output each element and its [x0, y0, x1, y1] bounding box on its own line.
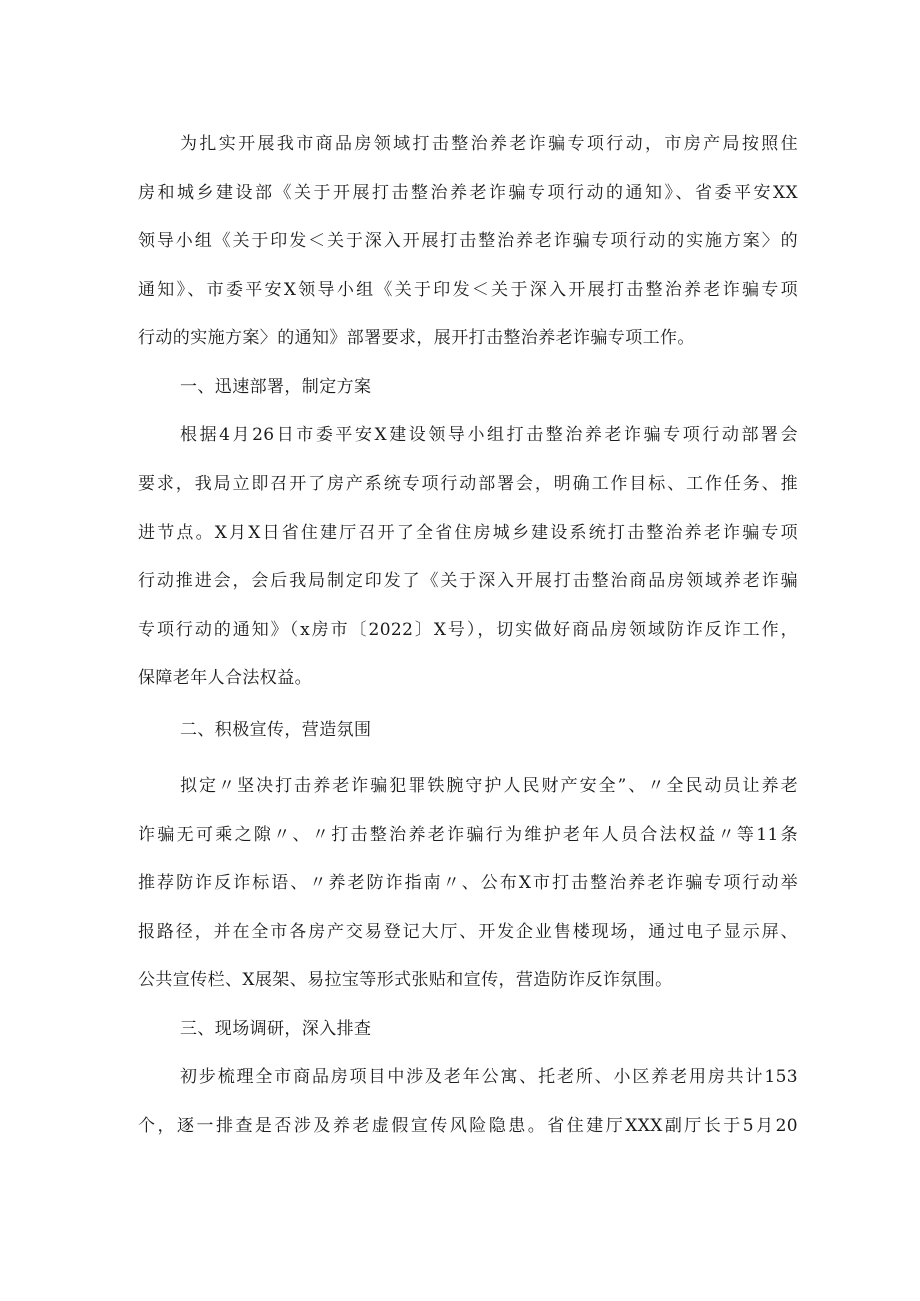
paragraph-1-line-2: 房和城乡建设部《关于开展打击整治养老诈骗专项行动的通知》、省委平安XX: [138, 183, 798, 203]
paragraph-3-line-5: 公共宣传栏、X展架、易拉宝等形式张贴和宣传，营造防诈反诈氛围。: [138, 970, 673, 990]
paragraph-4-line-2: 个，逐一排查是否涉及养老虚假宣传风险隐患。省住建厅XXX副厅长于5月20: [138, 1116, 798, 1136]
paragraph-1-line-5: 行动的实施方案〉的通知》部署要求，展开打击整治养老诈骗专项工作。: [138, 328, 695, 348]
paragraph-2-line-1: 根据4月26日市委平安X建设领导小组打击整治养老诈骗专项行动部署会: [180, 425, 798, 445]
paragraph-1-line-1: 为扎实开展我市商品房领域打击整治养老诈骗专项行动，市房产局按照住: [180, 134, 798, 154]
section-heading-3: 三、现场调研，深入排查: [180, 1019, 372, 1039]
section-heading-1: 一、迅速部署，制定方案: [180, 377, 372, 397]
paragraph-3-line-2: 诈骗无可乘之隙〃、〃打击整治养老诈骗行为维护老年人员合法权益〃等11条: [138, 825, 798, 845]
paragraph-2-line-5: 专项行动的通知》（x房市〔2022〕X号），切实做好商品房领域防诈反诈工作，: [138, 620, 798, 640]
paragraph-3-line-1: 拟定〃坚决打击养老诈骗犯罪铁腕守护人民财产安全”、〃全民动员让养老: [180, 776, 798, 796]
paragraph-1-line-3: 领导小组《关于印发＜关于深入开展打击整治养老诈骗专项行动的实施方案〉的: [138, 231, 798, 251]
paragraph-3-line-4: 报路径，并在全市各房产交易登记大厅、开发企业售楼现场，通过电子显示屏、: [138, 922, 798, 942]
paragraph-4-line-1: 初步梳理全市商品房项目中涉及老年公寓、托老所、小区养老用房共计153: [180, 1067, 798, 1087]
paragraph-2-line-3: 进节点。X月X日省住建厅召开了全省住房城乡建设系统打击整治养老诈骗专项: [138, 523, 798, 543]
paragraph-2-line-4: 行动推进会，会后我局制定印发了《关于深入开展打击整治商品房领域养老诈骗: [138, 571, 798, 591]
paragraph-2-line-6: 保障老年人合法权益。: [138, 668, 312, 688]
section-heading-2: 二、积极宣传，营造氛围: [180, 720, 372, 740]
paragraph-3-line-3: 推荐防诈反诈标语、〃养老防诈指南〃、公布X市打击整治养老诈骗专项行动举: [138, 873, 798, 893]
paragraph-2-line-2: 要求，我局立即召开了房产系统专项行动部署会，明确工作目标、工作任务、推: [138, 474, 798, 494]
paragraph-1-line-4: 通知》、市委平安X领导小组《关于印发＜关于深入开展打击整治养老诈骗专项: [138, 280, 798, 300]
